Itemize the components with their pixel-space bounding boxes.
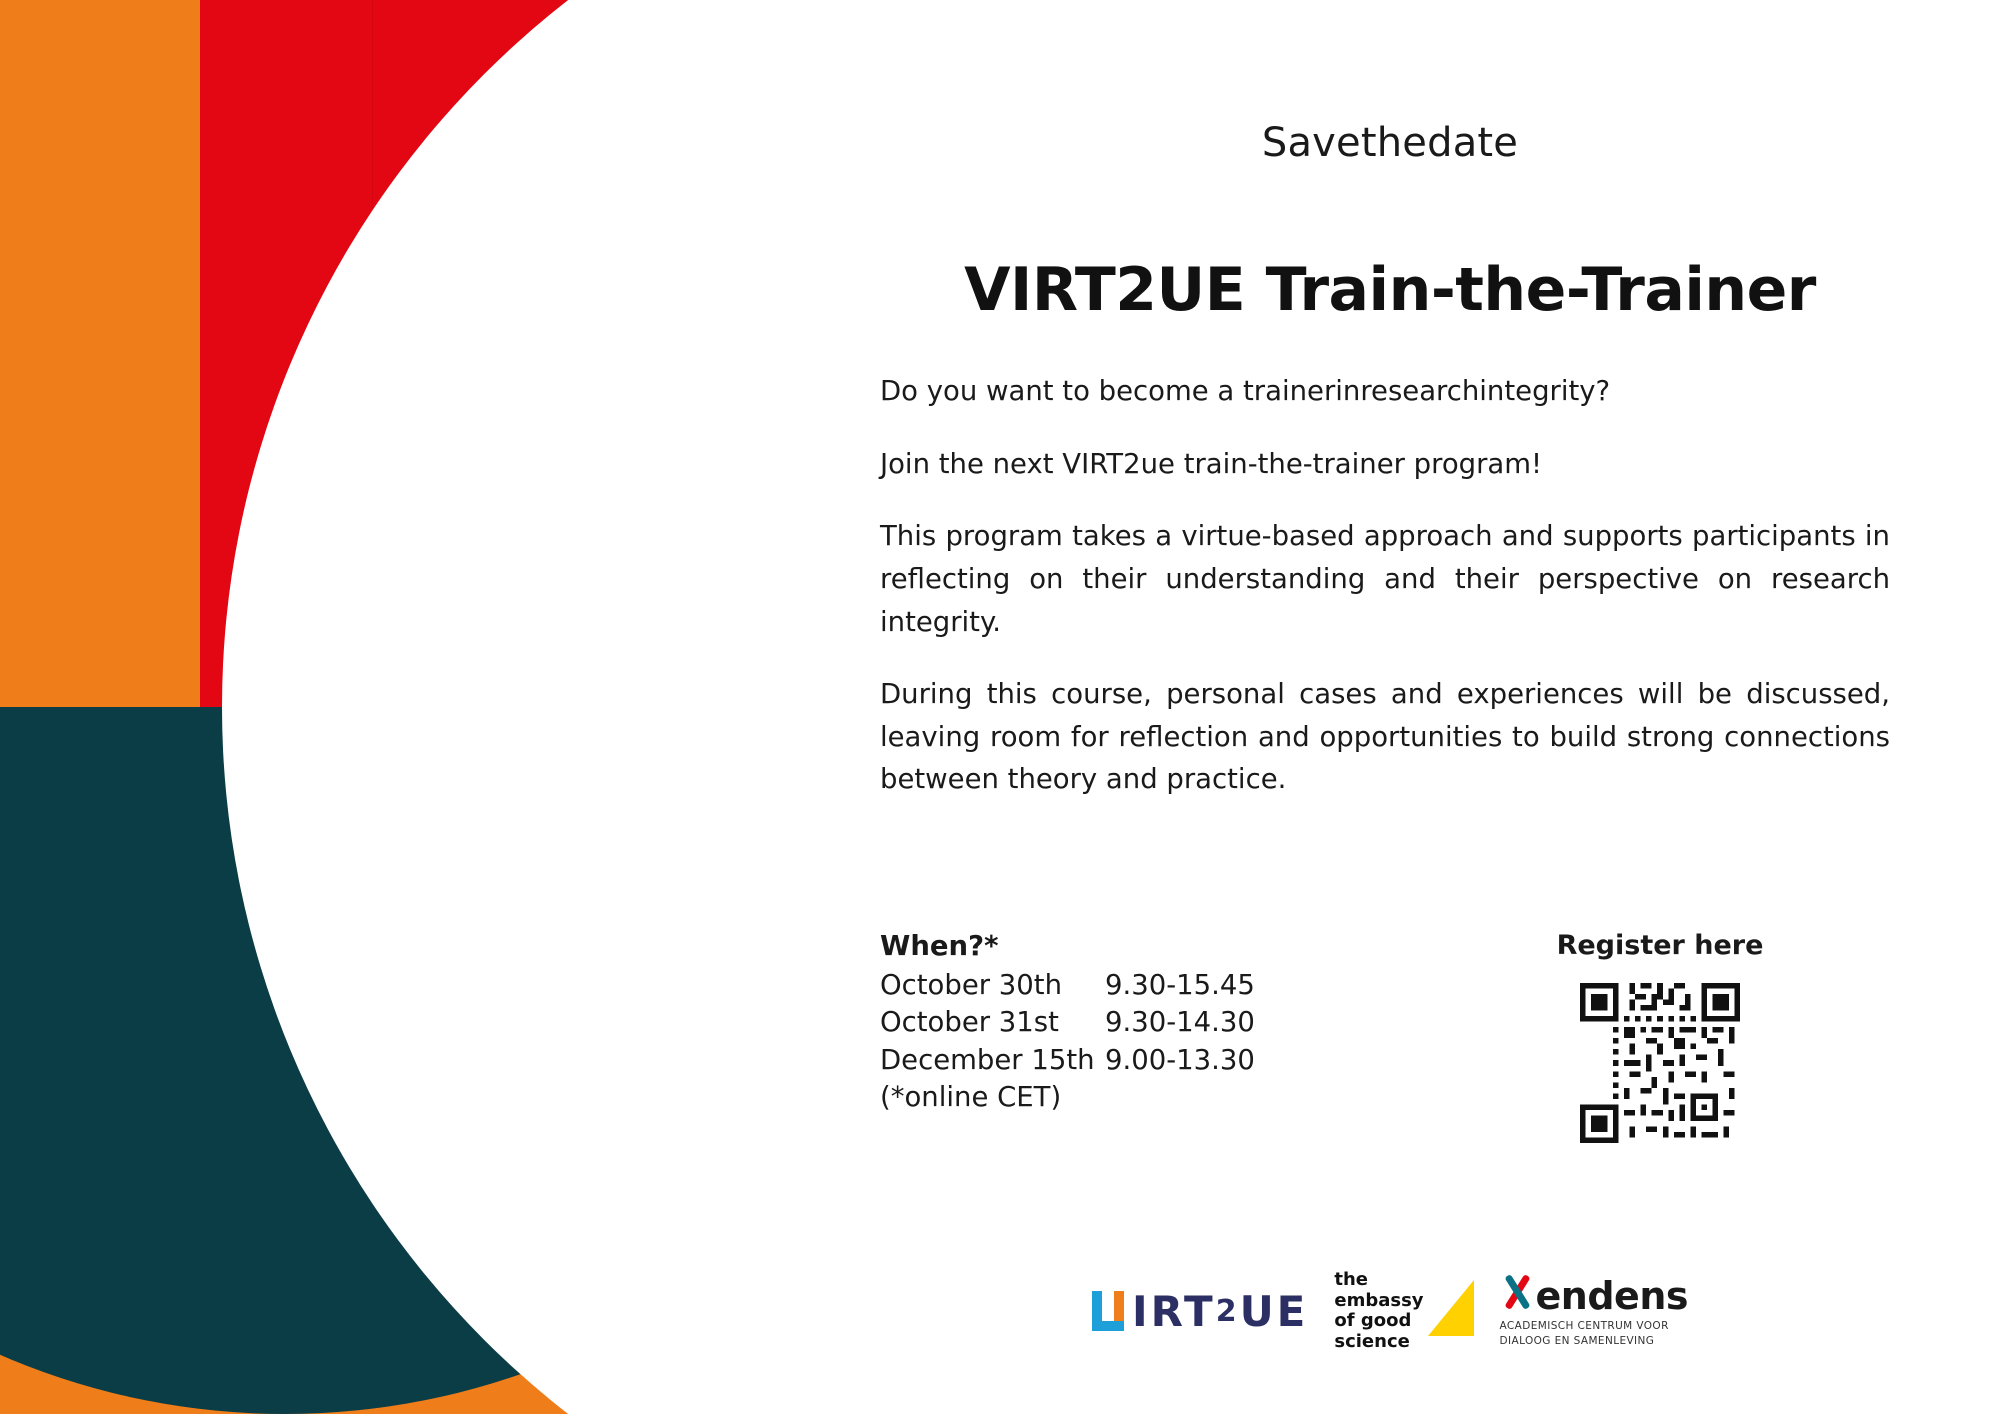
endens-logo [1500,1274,1688,1348]
when-date: October 30th [880,969,1062,1001]
paragraph-join-invite: Join the next VIRT2ue train-the-trainer program! [880,447,1543,480]
when-row [880,967,1350,1004]
when-heading: When?* [880,930,999,962]
embassy-triangle-icon [1428,1280,1474,1336]
endens-x-icon [1500,1275,1534,1309]
page-title: VIRT2UE Train-the-Trainer [964,255,1816,326]
embassy-line-2: embassy [1334,1289,1424,1311]
poster-content [880,0,1900,1414]
embassy-line-1: the [1334,1269,1369,1290]
virt2ue-logo-name: IRT [1131,1286,1216,1336]
endens-subline-2: DIALOOG EN SAMENLEVING [1499,1335,1655,1348]
virt2ue-logo-superscript: 2 [1215,1293,1240,1329]
when-row [880,1004,1350,1041]
register-heading: Register here [1556,930,1764,961]
paragraph-course-description: During this course, personal cases and experiences will be discussed, leaving room for reflection and opportunities to build strong connections between theory and practice. [880,678,1890,796]
save-the-date-label: Savethedate [1261,120,1519,166]
qr-code[interactable] [1580,983,1740,1143]
when-block [880,930,1350,1113]
v-mark-icon [1092,1291,1126,1331]
when-time: 9.30-15.45 [1105,969,1255,1001]
when-row [880,1042,1350,1079]
when-time: 9.00-13.30 [1105,1043,1255,1076]
paragraph-intro-question: Do you want to become a trainerinresearchintegrity? [880,375,1611,407]
body-text [880,370,1890,831]
when-time: 9.30-14.30 [1105,1006,1255,1039]
virt2ue-logo [1092,1287,1308,1336]
embassy-line-4: science [1334,1330,1410,1352]
embassy-of-good-science-logo [1334,1270,1473,1352]
when-date: December 15th [880,1043,1095,1076]
endens-logo-name: endens [1535,1273,1689,1318]
paragraph-program-description: This program takes a virtue-based approach and supports participants in reflecting on their understanding and their perspective on research integrity. [880,520,1890,638]
when-note: (*online CET) [880,1081,1062,1114]
when-date: October 31st [880,1006,1059,1039]
register-block [1500,930,1820,1147]
left-orange-sliver [0,0,200,707]
footer-logos [880,1270,1900,1352]
endens-subline-1: ACADEMISCH CENTRUM VOOR [1499,1319,1669,1332]
virt2ue-logo-suffix: UE [1239,1286,1309,1336]
embassy-line-3: of good [1334,1310,1412,1332]
